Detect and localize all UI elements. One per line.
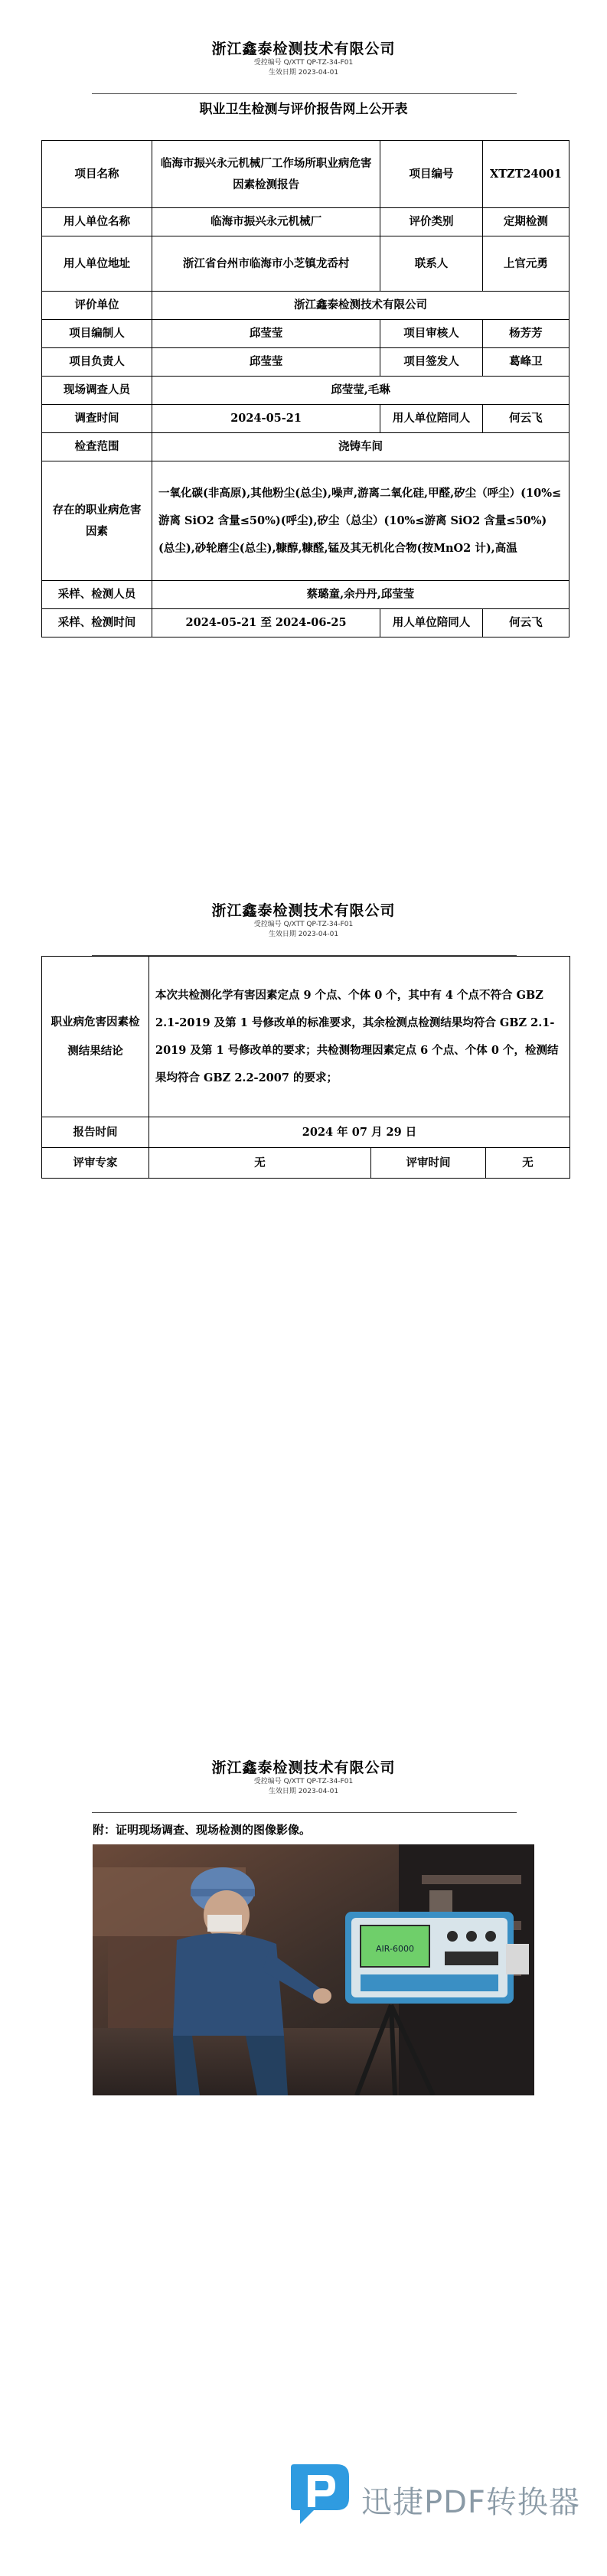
- cell-label: 用人单位地址: [42, 236, 152, 292]
- page3-header: [0, 1759, 607, 1797]
- cell-label: 存在的职业病危害因素: [42, 461, 152, 581]
- cell-value: 杨芳芳: [482, 320, 569, 348]
- cell-value: 无: [486, 1148, 570, 1179]
- cell-value: XTZT24001: [482, 141, 569, 208]
- pdf-converter-watermark: [291, 2464, 580, 2533]
- cell-label: 项目负责人: [42, 348, 152, 377]
- site-inspection-photo: [93, 1844, 534, 2095]
- cell-value: 2024 年 07 月 29 日: [149, 1117, 570, 1148]
- cell-value: 2024-05-21: [152, 405, 380, 433]
- cell-label: 采样、检测人员: [42, 581, 152, 609]
- cell-label: 项目名称: [42, 141, 152, 208]
- control-number: 受控编号 Q/XTT QP-TZ-34-F01: [253, 921, 354, 928]
- cell-label: 报告时间: [42, 1117, 149, 1148]
- cell-value: 邱莹莹: [152, 348, 380, 377]
- cell-value: 定期检测: [482, 208, 569, 236]
- cell-label: 项目审核人: [380, 320, 483, 348]
- cell-value: 2024-05-21 至 2024-06-25: [152, 609, 380, 637]
- cell-label: 评价类别: [380, 208, 483, 236]
- cell-value: 何云飞: [482, 405, 569, 433]
- hazards-value: 一氧化碳(非高原),其他粉尘(总尘),噪声,游离二氧化硅,甲醛,矽尘（呼尘）(10%≤游离 SiO2 含量≤50%)(呼尘),矽尘（总尘）(10%≤游离 SiO2 含量≤50%)(总尘),砂轮磨尘(总尘),糠醇,糠醛,锰及其无机化合物(按MnO2 计),高温: [152, 461, 569, 581]
- cell-label: 评审时间: [371, 1148, 486, 1179]
- watermark-text: 迅捷PDF转换器: [361, 2485, 580, 2520]
- site-photo-illustration: [93, 1844, 534, 2095]
- cell-label: 用人单位名称: [42, 208, 152, 236]
- cell-value: 蔡璐童,余丹丹,邱莹莹: [152, 581, 569, 609]
- company-name: 浙江鑫泰检测技术有限公司: [211, 902, 396, 919]
- control-number: 受控编号 Q/XTT QP-TZ-34-F01: [253, 59, 354, 67]
- conclusion-table: [41, 956, 570, 1179]
- cell-label: 联系人: [380, 236, 483, 292]
- cell-value: 邱莹莹: [152, 320, 380, 348]
- page1-header: [0, 40, 607, 78]
- header-divider: [0, 1812, 607, 1813]
- cell-label: 评审专家: [42, 1148, 149, 1179]
- effective-date: 生效日期 2023-04-01: [268, 1788, 339, 1795]
- cell-label: 项目签发人: [380, 348, 483, 377]
- pdf-converter-logo-icon: [291, 2464, 352, 2525]
- cell-label: 用人单位陪同人: [380, 405, 483, 433]
- effective-date: 生效日期 2023-04-01: [268, 931, 339, 938]
- control-number: 受控编号 Q/XTT QP-TZ-34-F01: [253, 1778, 354, 1785]
- effective-date: 生效日期 2023-04-01: [268, 69, 339, 77]
- cell-label: 现场调查人员: [42, 377, 152, 405]
- company-name: 浙江鑫泰检测技术有限公司: [211, 1759, 396, 1776]
- cell-value: 葛峰卫: [482, 348, 569, 377]
- header-divider: [0, 93, 607, 94]
- cell-label: 项目编制人: [42, 320, 152, 348]
- cell-value: 上官元勇: [482, 236, 569, 292]
- cell-value: 邱莹莹,毛琳: [152, 377, 569, 405]
- page2-header: [0, 902, 607, 940]
- company-name: 浙江鑫泰检测技术有限公司: [211, 41, 396, 57]
- cell-label: 调查时间: [42, 405, 152, 433]
- cell-value: 浇铸车间: [152, 433, 569, 461]
- conclusion-value: 本次共检测化学有害因素定点 9 个点、个体 0 个，其中有 4 个点不符合 GBZ 2.1-2019 及第 1 号修改单的标准要求，其余检测点检测结果均符合 GBZ 2.1-2019 及第 1 号修改单的要求；共检测物理因素定点 6 个点、个体 0 个，检测结果均符合 GBZ 2.2-2007 的要求；: [149, 957, 570, 1117]
- cell-value: 临海市振兴永元机械厂: [152, 208, 380, 236]
- cell-value: 浙江省台州市临海市小芝镇龙岙村: [152, 236, 380, 292]
- cell-label: 检查范围: [42, 433, 152, 461]
- cell-value: 何云飞: [482, 609, 569, 637]
- cell-value: 临海市振兴永元机械厂工作场所职业病危害因素检测报告: [152, 141, 380, 208]
- disclosure-table: [41, 140, 569, 637]
- cell-label: 用人单位陪同人: [380, 609, 483, 637]
- cell-label: 评价单位: [42, 292, 152, 320]
- device-display-text: AIR-6000: [376, 1944, 414, 1954]
- cell-label: 职业病危害因素检测结果结论: [42, 957, 149, 1117]
- cell-label: 采样、检测时间: [42, 609, 152, 637]
- cell-value: 浙江鑫泰检测技术有限公司: [152, 292, 569, 320]
- cell-label: 项目编号: [380, 141, 483, 208]
- page-title: 职业卫生检测与评价报告网上公开表: [199, 102, 408, 117]
- cell-value: 无: [149, 1148, 371, 1179]
- photo-caption: 附：证明现场调查、现场检测的图像影像。: [93, 1823, 312, 1837]
